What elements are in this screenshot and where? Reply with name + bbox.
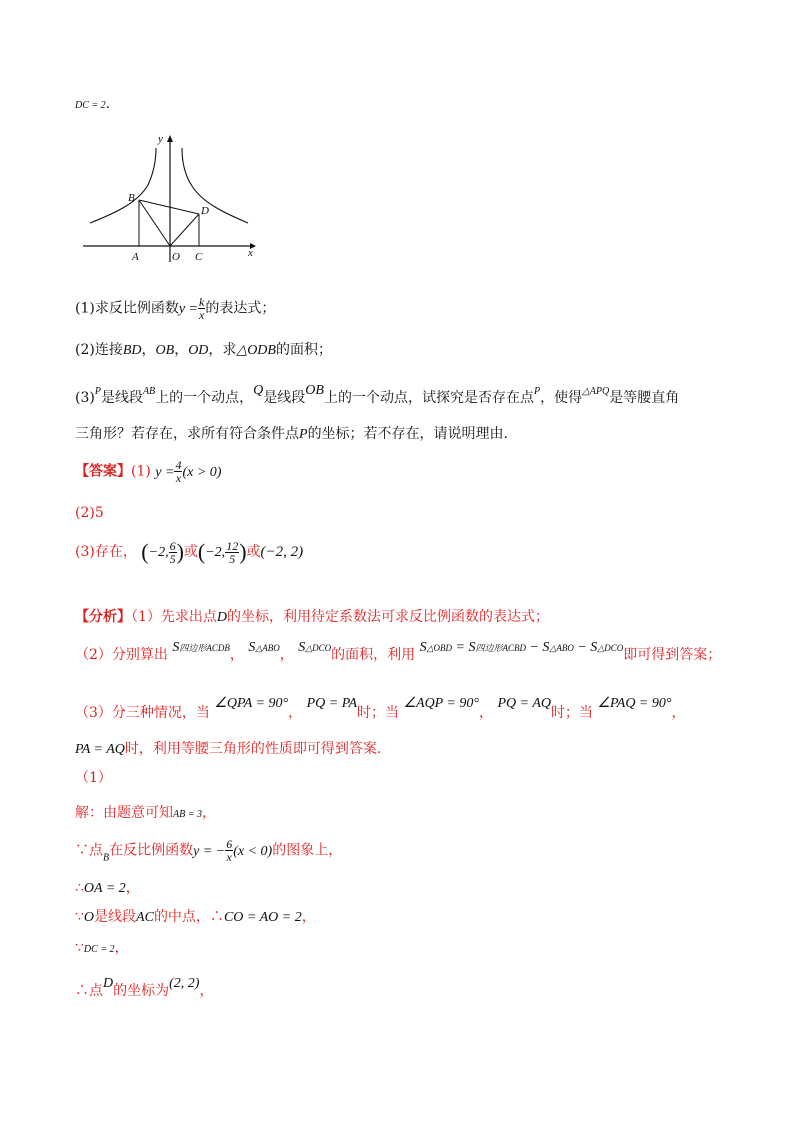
segment-bo xyxy=(139,200,170,246)
analysis-l3d1: 时；当 xyxy=(357,705,400,721)
segment-bd xyxy=(139,200,199,214)
segment-od xyxy=(170,214,199,246)
solution-line-6 xyxy=(75,976,213,1000)
top-line xyxy=(75,96,110,112)
analysis-s3 xyxy=(298,640,331,655)
solution-s6a: ∴点 xyxy=(75,983,103,999)
q2-mid: ，求 xyxy=(208,342,237,358)
label-a: A xyxy=(132,251,139,263)
answer-1-den: x xyxy=(175,471,182,485)
analysis-s2 xyxy=(248,640,279,655)
analysis-l4e: PA = AQ xyxy=(75,742,125,757)
label-c: C xyxy=(195,251,203,263)
label-y: y xyxy=(158,133,163,145)
analysis-l3a: （3）分三种情况，当 xyxy=(75,705,210,721)
question-1 xyxy=(75,296,275,321)
analysis-line-4 xyxy=(75,738,381,758)
q1-formula: y = xyxy=(178,301,199,317)
analysis-line-2 xyxy=(75,640,721,664)
analysis-label: 【分析】 xyxy=(75,609,131,625)
analysis-s1 xyxy=(172,640,230,655)
analysis-l3e5: ∠PAQ = 90° xyxy=(597,696,672,711)
solution-s3b: ， xyxy=(125,880,140,896)
answer-3-p2-den: 5 xyxy=(229,551,236,566)
answer-3-p1-num: 6 xyxy=(169,538,176,553)
q3-apq: △APQ xyxy=(582,386,610,397)
q2-triangle: △ODB xyxy=(236,343,276,358)
solution-s1e: AB = 3 xyxy=(173,809,202,820)
q3-ob: OB xyxy=(305,383,324,398)
solution-part-1: （1） xyxy=(75,770,112,786)
solution-s4o: O xyxy=(83,910,95,925)
solution-line-1 xyxy=(75,802,216,822)
answer-3-or-2: 或 xyxy=(246,544,261,560)
analysis-l1b: 的坐标，利用待定系数法可求反比例函数的表达式； xyxy=(227,609,550,625)
analysis-s2-s: S xyxy=(248,640,256,655)
question-2: (2)连接BD，OB，OD，求△ODB的面积； xyxy=(75,342,332,358)
solution-s2den: x xyxy=(226,850,232,864)
answer-line-3 xyxy=(75,539,303,565)
q3-line2p: P xyxy=(299,427,308,442)
solution-s1a: 解：由题意可知 xyxy=(75,805,173,821)
solution-s2b: B xyxy=(103,852,110,864)
solution-s2cond: (x < 0) xyxy=(233,843,273,859)
q2-od: OD xyxy=(188,343,209,358)
question-3-line-1 xyxy=(75,383,679,407)
q3-p: P xyxy=(94,386,101,397)
q1-num: k xyxy=(199,295,205,309)
answer-3-point-1: (−2, $\frac{6}{5}$ ) xyxy=(141,538,184,566)
analysis-s1-s: S xyxy=(172,640,180,655)
answer-1-formula: y = xyxy=(155,464,175,480)
solution-s5b: ， xyxy=(114,940,129,956)
y-axis-arrow xyxy=(167,135,173,142)
solution-s4a: ∵ xyxy=(75,909,84,925)
answer-label: 【答案】 xyxy=(75,463,131,480)
top-period: . xyxy=(105,96,111,112)
answer-1-num: 4 xyxy=(175,458,182,472)
analysis-l1d: D xyxy=(216,610,228,625)
q3-f: 是等腰直角 xyxy=(609,390,680,406)
solution-s5a: ∵ xyxy=(75,940,84,956)
solution-s2d: 的图象上， xyxy=(272,842,343,859)
answer-3-point-2: (−2, $\frac{12}{5}$ ) xyxy=(197,538,247,566)
solution-s2-formula xyxy=(193,837,273,864)
solution-s4e: CO = AO = 2 xyxy=(223,910,302,925)
analysis-comma-2: ， xyxy=(279,647,294,663)
analysis-eq-mid: = S xyxy=(455,640,476,655)
answer-3-p1-a: −2, xyxy=(148,545,169,560)
solution-line-5 xyxy=(75,937,129,957)
solution-s6b: 的坐标为 xyxy=(113,983,170,999)
label-b: B xyxy=(128,192,135,204)
solution-s4c: 的中点，∴ xyxy=(153,909,224,925)
solution-line-4 xyxy=(75,906,316,926)
analysis-eq-sub2: 四边形ACBD xyxy=(475,643,526,653)
solution-s2c: 在反比例函数 xyxy=(109,842,194,859)
q1-den: x xyxy=(199,308,205,322)
answer-3-p1-frac xyxy=(169,540,177,565)
label-o: O xyxy=(172,251,180,263)
label-d: D xyxy=(201,205,209,217)
answer-3-or-1: 或 xyxy=(183,544,198,560)
analysis-l3c2: ， xyxy=(479,705,494,721)
answer-line-2: (2)5 xyxy=(75,505,104,521)
analysis-line-3 xyxy=(75,695,685,722)
analysis-l3c3: ， xyxy=(671,705,686,721)
q2-prefix: (2)连接 xyxy=(75,342,123,358)
analysis-l2b: 的面积，利用 xyxy=(331,647,416,663)
question-3-line-2 xyxy=(75,423,508,443)
label-x: x xyxy=(248,247,253,259)
q3-a: 是线段 xyxy=(100,390,143,406)
analysis-equation xyxy=(420,640,624,655)
q3-line2a: 三角形？若存在，求所有符合条件点 xyxy=(75,426,299,442)
analysis-s3-s: S xyxy=(298,640,306,655)
analysis-l2c: 即可得到答案； xyxy=(623,647,722,663)
answer-3-p2-frac xyxy=(225,540,239,565)
solution-s2f: y = − xyxy=(193,843,226,859)
analysis-l3e1: ∠QPA = 90° xyxy=(214,696,289,711)
analysis-s2-sub: △ABO xyxy=(255,643,280,653)
analysis-l3d2: 时；当 xyxy=(551,705,594,721)
answer-1-cond: (x > 0) xyxy=(182,464,222,480)
solution-s3e: OA = 2 xyxy=(83,881,126,896)
q3-q: Q xyxy=(253,383,264,398)
q3-p2: P xyxy=(533,386,541,397)
answer-3-p2-num: 12 xyxy=(226,538,239,553)
q3-c: 是线段 xyxy=(263,390,306,406)
solution-s4ac: AC xyxy=(136,910,154,925)
analysis-l1a: （1）先求出点 xyxy=(131,609,217,625)
solution-s5e: DC = 2 xyxy=(83,944,115,955)
q3-d: 上的一个动点，试探究是否存在点 xyxy=(323,390,534,406)
answer-3-p2-a: −2, xyxy=(205,545,226,560)
analysis-l3e4: PQ = AQ xyxy=(497,696,552,711)
q3-e: ，使得 xyxy=(540,390,583,406)
hyperbola-right xyxy=(182,148,248,223)
analysis-line-1 xyxy=(75,606,549,626)
analysis-s1-sub: 四边形ACDB xyxy=(179,643,230,653)
q3-b: 上的一个动点， xyxy=(155,390,254,406)
solution-line-2 xyxy=(75,838,342,864)
q3-prefix: (3) xyxy=(75,390,95,406)
analysis-eq-sub4: △DCO xyxy=(597,643,624,653)
analysis-eq-m2: − S xyxy=(529,640,550,655)
analysis-s3-sub: △DCO xyxy=(305,643,332,653)
q1-suffix: 的表达式； xyxy=(205,300,276,317)
answer-1-formula-wrap xyxy=(155,458,222,485)
solution-s2a: ∵点 xyxy=(75,842,103,859)
answer-line-1 xyxy=(75,459,221,484)
function-graph-figure xyxy=(78,130,258,265)
solution-s4b: 是线段 xyxy=(94,909,137,925)
q2-ob: OB xyxy=(155,343,175,358)
dc-eq: DC = 2 xyxy=(75,100,106,111)
q2-bd: BD xyxy=(122,343,142,358)
analysis-eq-sub3: △ABO xyxy=(549,643,574,653)
solution-line-3 xyxy=(75,877,140,897)
analysis-comma-1: ， xyxy=(229,647,244,663)
answer-3-prefix: (3)存在， xyxy=(75,544,137,560)
solution-s1b: ， xyxy=(201,805,216,821)
q2-end: 的面积； xyxy=(275,342,332,358)
analysis-l2a: （2）分别算出 xyxy=(75,647,168,663)
analysis-l4b: 时，利用等腰三角形的性质即可得到答案. xyxy=(124,741,382,757)
analysis-eq-m3: − S xyxy=(577,640,598,655)
analysis-l3c1: ， xyxy=(288,705,303,721)
q3-ab: AB xyxy=(142,386,156,397)
q3-line2b: 的坐标；若不存在，请说明理由. xyxy=(307,426,509,442)
answer-3-point-3: (−2, 2) xyxy=(260,544,304,560)
analysis-eq-s: S xyxy=(419,640,427,655)
analysis-l3e2: PQ = PA xyxy=(306,696,358,711)
q1-prefix: (1)求反比例函数 xyxy=(75,300,179,317)
solution-s6e: (2, 2) xyxy=(169,976,200,991)
solution-s3a: ∴ xyxy=(75,880,84,896)
solution-s6d: D xyxy=(103,976,114,991)
answer-1-prefix: (1) xyxy=(131,463,151,480)
analysis-eq-sub: △OBD xyxy=(426,643,453,653)
solution-s4d: ， xyxy=(301,909,316,925)
solution-s6c: ， xyxy=(199,983,214,999)
analysis-l3e3: ∠AQP = 90° xyxy=(403,696,480,711)
answer-3-p1-den: 5 xyxy=(169,551,176,566)
solution-s2num: 6 xyxy=(226,837,233,851)
hyperbola-left xyxy=(90,148,156,223)
